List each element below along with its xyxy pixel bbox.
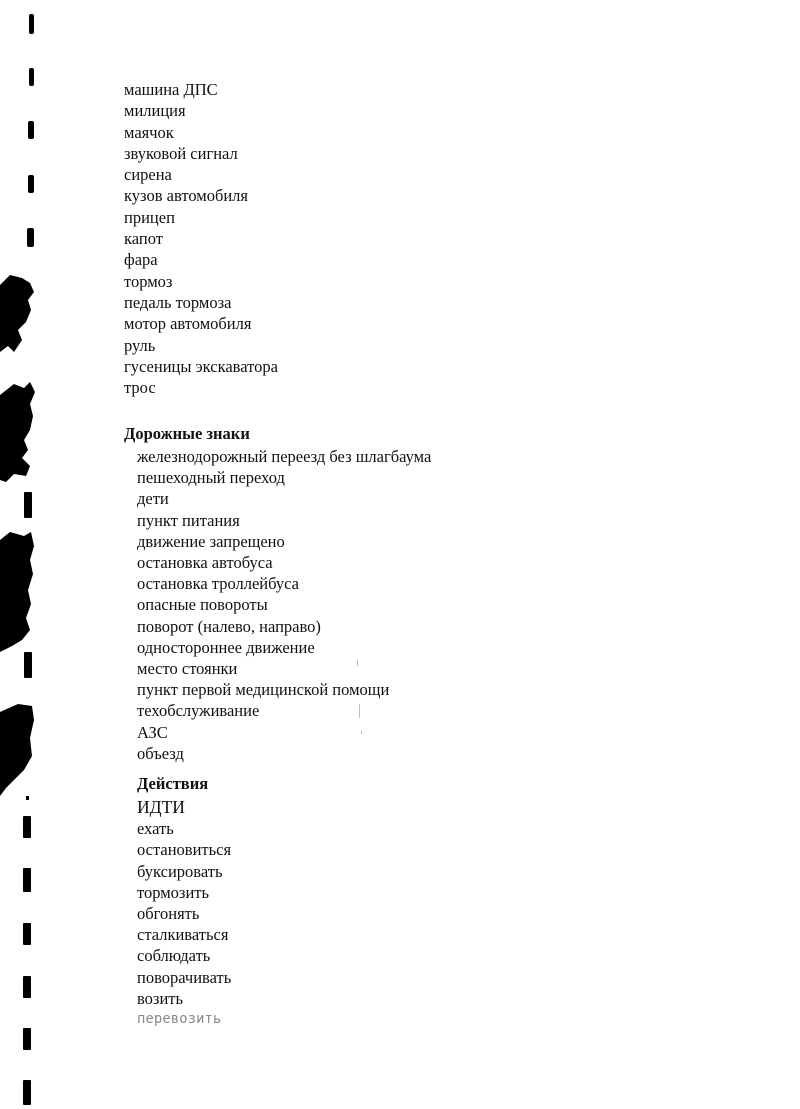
- road-signs-heading: Дорожные знаки: [124, 424, 250, 443]
- list-item: звуковой сигнал: [124, 143, 238, 163]
- list-item: маячок: [124, 122, 174, 142]
- list-item: остановиться: [137, 840, 232, 860]
- actions-heading: Действия: [137, 774, 209, 793]
- list-item: кузов автомобиля: [124, 186, 248, 206]
- scan-speck: [359, 704, 360, 718]
- list-item: трос: [124, 378, 156, 398]
- list-item: поворот (налево, направо): [137, 616, 321, 636]
- list-item: поворачивать: [137, 967, 232, 987]
- list-item: место стоянки: [137, 659, 238, 679]
- list-item: обгонять: [137, 904, 200, 924]
- list-item: машина ДПС: [124, 80, 218, 99]
- vehicle-terms-list: [124, 79, 278, 398]
- list-item: объезд: [137, 743, 184, 763]
- list-item: возить: [137, 988, 184, 1008]
- list-item: дети: [137, 489, 169, 509]
- scan-speck: [357, 660, 358, 666]
- list-item: тормозить: [137, 882, 210, 902]
- list-item: сирена: [124, 165, 172, 185]
- actions-list: [137, 797, 231, 1030]
- list-item: милиция: [124, 101, 186, 121]
- list-item: опасные повороты: [137, 595, 268, 615]
- list-item: пункт первой медицинской помощи: [137, 680, 390, 700]
- list-item: руль: [124, 335, 156, 355]
- list-item: перевозить: [137, 1011, 222, 1028]
- list-item: педаль тормоза: [124, 292, 232, 312]
- road-signs-list: [137, 446, 431, 764]
- list-item: прицеп: [124, 207, 175, 227]
- list-item: АЗС: [137, 722, 168, 742]
- list-item: одностороннее движение: [137, 637, 315, 657]
- list-item: железнодорожный переезд без шлагбаума: [137, 447, 432, 466]
- list-item: ИДТИ: [137, 797, 185, 817]
- list-item: мотор автомобиля: [124, 314, 252, 334]
- list-item: техобслуживание: [137, 701, 260, 721]
- list-item: пешеходный переход: [137, 468, 285, 488]
- list-item: пункт питания: [137, 510, 240, 530]
- list-item: ехать: [137, 819, 174, 839]
- scan-binding-edge: [0, 0, 60, 1109]
- list-item: соблюдать: [137, 946, 211, 966]
- list-item: тормоз: [124, 271, 173, 291]
- list-item: капот: [124, 229, 163, 249]
- list-item: остановка троллейбуса: [137, 574, 299, 594]
- list-item: остановка автобуса: [137, 553, 273, 573]
- list-item: движение запрещено: [137, 531, 285, 551]
- list-item: фара: [124, 250, 158, 270]
- list-item: сталкиваться: [137, 925, 229, 945]
- scan-speck: [361, 731, 362, 734]
- list-item: буксировать: [137, 861, 223, 881]
- list-item: гусеницы экскаватора: [124, 356, 278, 376]
